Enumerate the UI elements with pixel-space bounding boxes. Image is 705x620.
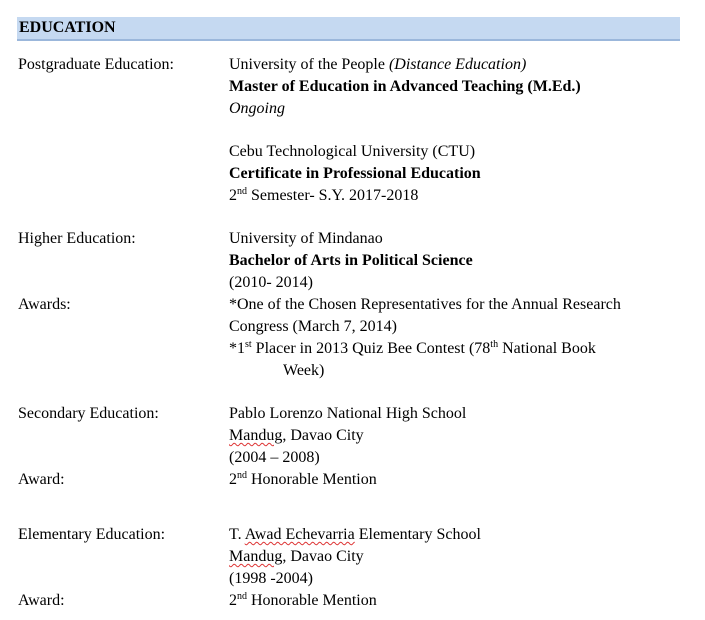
elementary-award-label: Award: [18,592,65,609]
postgrad-status-1: Ongoing [229,100,285,117]
postgrad-degree-2: Certificate in Professional Education [229,165,481,182]
higher-degree: Bachelor of Arts in Political Science [229,252,473,269]
secondary-award-rest: Honorable Mention [247,471,377,488]
secondary-location-word: Mandug [229,427,283,444]
postgrad-school-2: Cebu Technological University (CTU) [229,143,476,160]
award2-mid: Placer in 2013 Quiz Bee Contest (78 [251,340,491,357]
elementary-award [229,592,377,610]
postgrad-degree-1: Master of Education in Advanced Teaching (M.Ed.) [229,78,581,95]
higher-award-1-line-2: Congress (March 7, 2014) [229,318,397,335]
secondary-location-rest: , Davao City [282,427,364,444]
section-heading: EDUCATION [19,19,116,36]
secondary-award [229,471,377,489]
elementary-school-pre: T. [229,526,245,543]
postgrad-term-2 [229,187,418,205]
elementary-location [229,548,364,566]
elementary-award-suffix: nd [237,591,247,602]
elementary-location-rest: , Davao City [282,548,364,565]
secondary-award-suffix: nd [237,470,247,481]
elementary-label: Elementary Education: [18,526,166,543]
elementary-school-word: Awad Echevarria [244,526,355,543]
postgrad-school-1-name: University of the People [229,56,385,73]
higher-school: University of Mindanao [229,230,383,247]
award2-pre: *1 [229,340,245,357]
higher-award-1-line-1: *One of the Chosen Representatives for the Annual Research [229,296,621,313]
higher-award-2-line-2: Week) [283,362,325,379]
education-heading-bar [17,17,680,41]
postgrad-label: Postgraduate Education: [18,56,174,73]
elementary-award-rest: Honorable Mention [247,592,377,609]
award2-sup: st [245,339,252,350]
term-rest: Semester- S.Y. 2017-2018 [247,187,419,204]
award2-post: National Book [498,340,596,357]
postgrad-school-1-note: (Distance Education) [388,56,527,73]
higher-label: Higher Education: [18,230,136,247]
elementary-location-word: Mandug [229,548,283,565]
elementary-school-post: Elementary School [354,526,481,543]
higher-awards-label: Awards: [18,296,71,313]
secondary-location [229,427,364,445]
elementary-years: (1998 -2004) [229,570,313,587]
secondary-award-label: Award: [18,471,65,488]
term-ordinal: 2 [229,187,237,204]
term-suffix: nd [237,186,247,197]
postgrad-school-1 [229,56,526,74]
secondary-years: (2004 – 2008) [229,449,320,466]
secondary-school: Pablo Lorenzo National High School [229,405,467,422]
higher-years: (2010- 2014) [229,274,313,291]
secondary-label: Secondary Education: [18,405,159,422]
elementary-award-ordinal: 2 [229,592,237,609]
award2-sup2: th [490,339,499,350]
secondary-award-ordinal: 2 [229,471,237,488]
elementary-school [229,526,481,544]
higher-award-2-line-1 [229,340,596,358]
